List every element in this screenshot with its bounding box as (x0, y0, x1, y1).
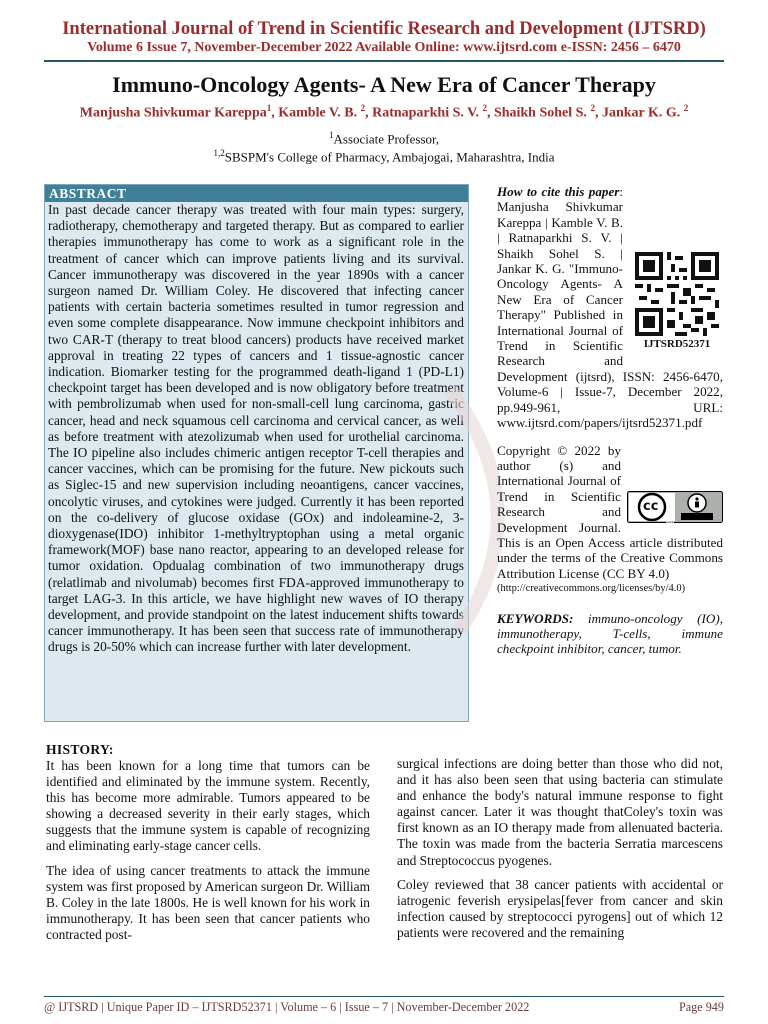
affiliation-line (0, 148, 768, 165)
keywords-text: immuno-oncology (IO), immunotherapy, T-cells, immune checkpoint inhibitor, cancer, tumor. (497, 610, 723, 657)
qr-code-block[interactable] (631, 252, 723, 352)
journal-volume-line: Volume 6 Issue 7, November-December 2022 Available Online: www.ijtsrd.com e-ISSN: 2456 – 6470 (87, 40, 681, 55)
page-footer (44, 1000, 724, 1015)
body-left-column (46, 742, 370, 951)
author-sup: 2 (482, 103, 487, 113)
abstract-heading: ABSTRACT (45, 185, 468, 202)
qr-paper-id: IJTSRD52371 (643, 338, 711, 350)
header-divider (44, 60, 724, 62)
copyright-text: Copyright © 2022 by author (s) and International Journal of Trend in Scientific Research and Development Journal. This is an Open Access article distributed under the terms of the Creative Commons Attribution License (CC BY 4.0) (497, 442, 723, 581)
copyright-block (497, 443, 723, 597)
footer-divider (44, 996, 724, 997)
page-number: Page 949 (678, 1000, 724, 1014)
body-paragraph: The idea of using cancer treatments to attack the immune system was first proposed by American surgeon Dr. William B. Coley in the late 1800s. He is well known for his work in immunotherapy. It has been seen that cancer patients who contracted post- (46, 862, 370, 942)
footer-info: @ IJTSRD | Unique Paper ID – IJTSRD52371 | Volume – 6 | Issue – 7 | November-December 2022 (44, 1000, 530, 1014)
author-list: Manjusha Shivkumar Kareppa$^1$, Kamble V. B. $^2$, Ratnaparkhi S. V. $^2$, Shaikh Sohel S. $^2$, Jankar K. G. $^2$ (79, 103, 689, 121)
citation-label: How to cite this paper (497, 184, 620, 199)
citation-text: : Manjusha Shivkumar Kareppa | Kamble V. B. | Ratnaparkhi S. V. | Shaikh Sohel S. | Jankar K. G. "Immuno-Oncology Agents- A New Era of Cancer Therapy" Published in International Journal of Trend in Scientific Research and Development (ijtsrd), ISSN: 2456-6470, Volume-6 | Issue-7, December 2022, pp.949-961, URL: www.ijtsrd.com/papers/ijtsrd52371.pdf (497, 184, 723, 431)
journal-title: International Journal of Trend in Scientific Research and Development (IJTSRD) (62, 19, 706, 39)
body-paragraph: Coley reviewed that 38 cancer patients with accidental or iatrogenic feverish erysipelas[fever from cancer and skin infection caused by streptococci pyrogens] out of which 12 patients were recovered and the remaining (397, 876, 723, 940)
affiliation-line (0, 130, 768, 147)
author-sup: 2 (360, 103, 366, 113)
history-heading: HISTORY: (46, 742, 114, 757)
keywords-block (497, 611, 723, 657)
by-badge-label: BY (665, 520, 675, 528)
qr-code-icon (635, 252, 719, 336)
citation-column (497, 184, 723, 657)
author-sup: 2 (683, 103, 689, 113)
cc-badge-label: cc (643, 498, 659, 514)
body-paragraph: surgical infections are doing better than those who did not, and it has also been seen that using bacteria can stimulate and enhance the body's natural immune response to fight against cancer. Later it was thought thatColey's toxin was first known as an IO therapy made from allenuated bacteria. The toxin was made from the bacteria Serratia marcescens and Streptococcus pyogenes. (397, 756, 723, 868)
cc-by-icon (627, 491, 723, 523)
author-name: Ratnaparkhi S. V. (372, 105, 479, 121)
paper-title: Immuno-Oncology Agents- A New Era of Cancer Therapy (112, 72, 656, 97)
abstract-text: In past decade cancer therapy was treated with four main types: surgery, radiotherapy, chemotherapy and targeted therapy. But as compared to earlier therapies immunotherapy has come to work as a significant role in the treatment of cancer which can improve patients living and its survival. Cancer immunotherapy was discovered in the year 1890s with a cancer surgeon named Dr. William Coley. He discovered that infecting cancer patients with certain bacteria sometimes resulted in tumor regression and even some complete disappearance. Now immune checkpoint inhibitors and two CAR-T (therapy to treat blood cancers) products have received market approval in treating 22 types of cancers and 1 tissue-agnostic cancer indication. Biomarker testing for the programmed death-ligand 1 (PD-L1) checkpoint target has been developed and is now obligatory before treatment with pembrolizumab when used for non-small-cell lung carcinoma, gastric cancer, head and neck squamous cell carcinoma and cervical cancer, as well as before treatment with atezolizumab when used for urothelial carcinoma. The IO pipeline also includes chimeric antigen receptor T-cell therapies and cancer vaccines, which can be promising for the future. New pickouts such as Siglec-15 and new supervision including neoantigens, cancer vaccines, oncolytic viruses, and cytokines were judged. Currently it has been reported on the co-delivery of glucose oxidase (GOx) and indoleamine-2, 3-dioxygenase(IDO) inhibitor 1-methyltryptophan using a metal organic framework(MOF) base nano reactor, appearing to an developed release for tumor oxidation. Opdualag combination of two immunotherapy drugs (relatlimab and nivolumab) becomes first FDA-approved immunotherapy to target LAG-3. In this article, we have highlight new waves of IO therapy development, and provide standpoint on the latest inducement shifts towards cancer immunotherapy. It has been seen that success rate of immunotherapy drugs is 20-50% which can increase further with later development. (48, 202, 464, 655)
author-name: Kamble V. B. (278, 105, 358, 121)
author-sup: 2 (590, 103, 595, 113)
author-name: Shaikh Sohel S. (493, 105, 587, 121)
affiliation-sup: 1 (328, 130, 334, 140)
author-name: Jankar K. G. (601, 105, 681, 121)
author-name: Manjusha Shivkumar Kareppa (79, 105, 267, 121)
body-paragraph: It has been known for a long time that tumors can be identified and eliminated by the immune system. Recently, this has become more admirable. Tumors appeared to be showing a decreased severity in their early stages, which suggests that the immune system is capable of recognizing and eliminating early-stage cancer cells. (46, 758, 370, 854)
affiliation-text: Associate Professor, (333, 131, 440, 147)
body-right-column (397, 756, 723, 949)
keywords-label: KEYWORDS: (497, 610, 574, 626)
author-sup: 1 (266, 103, 272, 113)
citation-block (497, 184, 723, 431)
cc-by-license-badge[interactable] (627, 491, 723, 528)
abstract-box (44, 184, 469, 722)
license-url[interactable]: (http://creativecommons.org/licenses/by/4.0) (497, 583, 686, 595)
affiliation-sup: 1,2 (213, 148, 225, 158)
affiliation-text: SBSPM's College of Pharmacy, Ambajogai, Maharashtra, India (224, 149, 555, 165)
